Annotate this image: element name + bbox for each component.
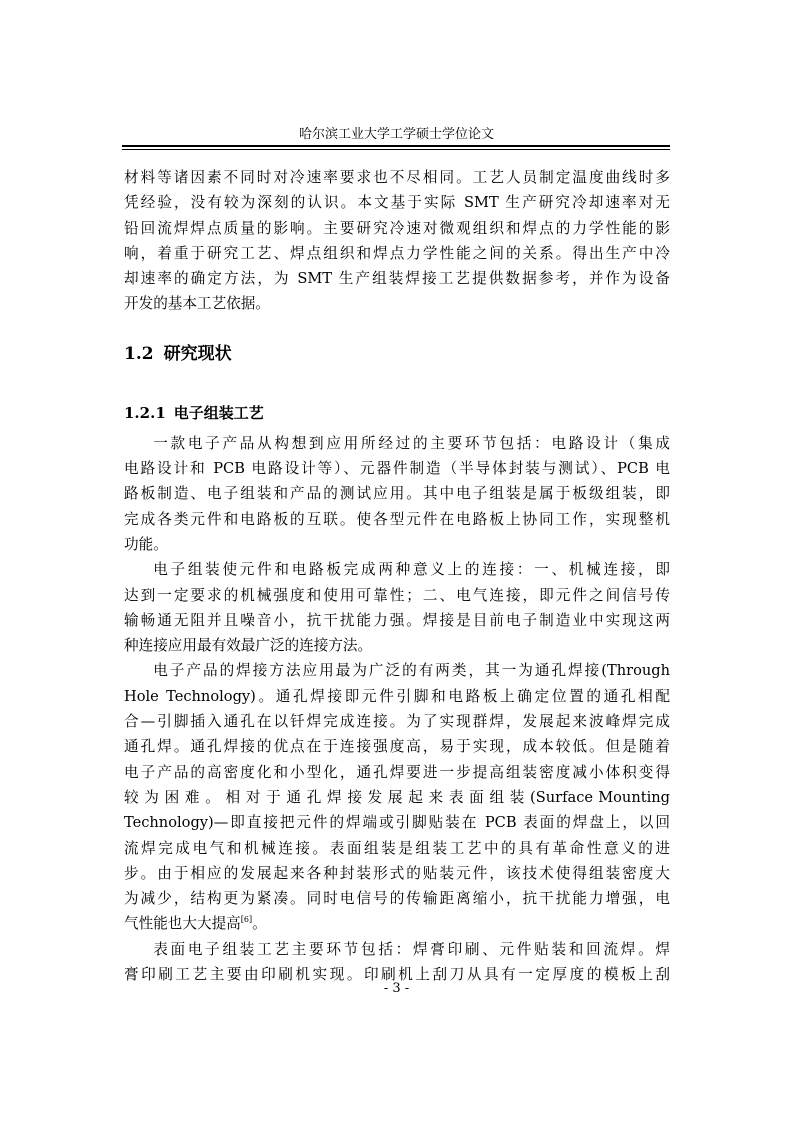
section-title: 研究现状 <box>163 343 232 364</box>
text-line: Technology)—即直接把元件的焊端或引脚贴装在 PCB 表面的焊盘上，以回 <box>124 814 670 832</box>
text-line: 完成各类元件和电路板的互联。使各型元件在电路板上协同工作，实现整机 <box>124 510 670 528</box>
text-line: 铅回流焊焊点质量的影响。主要研究冷速对微观组织和焊点的力学性能的影 <box>124 219 670 237</box>
intro-paragraph <box>124 165 670 317</box>
page-number: - 3 - <box>383 981 410 996</box>
text-line: 表面电子组装工艺主要环节包括：焊膏印刷、元件贴装和回流焊。焊 <box>153 940 670 958</box>
section-heading <box>124 343 670 365</box>
text-line: 响，着重于研究工艺、焊点组织和焊点力学性能之间的关系。得出生产中冷 <box>124 244 670 262</box>
text-line: 路板制造、电子组装和产品的测试应用。其中电子组装是属于板级组装，即 <box>124 485 670 503</box>
text-line: 电路设计和 PCB 电路设计等）、元器件制造（半导体封装与测试）、PCB 电 <box>124 460 670 478</box>
text-line: 种连接应用最有效最广泛的连接方法。 <box>124 637 373 655</box>
text-line: 输畅通无阻并且噪音小，抗干扰能力强。焊接是目前电子制造业中实现这两 <box>124 611 670 629</box>
text-line: 却速率的确定方法，为 SMT 生产组装焊接工艺提供数据参考，并作为设备 <box>124 270 670 288</box>
text-line: 膏印刷工艺主要由印刷机实现。印刷机上刮刀从具有一定厚度的模板上刮 <box>124 966 670 984</box>
page-body <box>124 165 670 987</box>
text-line: 通孔焊。通孔焊接的优点在于连接强度高，易于实现，成本较低。但是随着 <box>124 738 670 756</box>
text-line: Hole Technology)。通孔焊接即元件引脚和电路板上确定位置的通孔相配 <box>124 687 670 705</box>
text-line: 开发的基本工艺依据。 <box>124 295 270 313</box>
text-line-end: 。 <box>252 915 267 933</box>
running-header: 哈尔滨工业大学工学硕士学位论文 <box>298 127 494 142</box>
subsection-heading <box>124 403 670 423</box>
section-number: 1.2 <box>124 343 154 364</box>
text-line: 电子组装使元件和电路板完成两种意义上的连接：一、机械连接，即 <box>153 561 670 579</box>
paragraph-3 <box>124 658 670 936</box>
header-rule <box>122 145 670 147</box>
text-line: 合—引脚插入通孔在以钎焊完成连接。为了实现群焊，发展起来波峰焊完成 <box>124 713 670 731</box>
text-line: 达到一定要求的机械强度和使用可靠性；二、电气连接，即元件之间信号传 <box>124 586 670 604</box>
paragraph-4 <box>124 937 670 988</box>
text-line-body: 气性能也大大提高 <box>124 915 241 933</box>
text-line: 步。由于相应的发展起来各种封装形式的贴装元件，该技术使得组装密度大 <box>124 864 670 882</box>
subsection-title: 电子组装工艺 <box>173 403 264 422</box>
header-rule-secondary <box>122 149 670 150</box>
text-line: 电子产品的焊接方法应用最为广泛的有两类，其一为通孔焊接(Through <box>153 662 670 680</box>
text-line: 材料等诸因素不同时对冷速率要求也不尽相同。工艺人员制定温度曲线时多 <box>124 169 670 186</box>
paragraph-2 <box>124 557 670 658</box>
text-line: 凭经验，没有较为深刻的认识。本文基于实际 SMT 生产研究冷却速率对无 <box>124 194 670 212</box>
text-line: 流焊完成电气和机械连接。表面组装是组装工艺中的具有革命性意义的进 <box>124 839 670 857</box>
citation-ref[interactable]: [6] <box>240 915 253 925</box>
text-line: 一款电子产品从构想到应用所经过的主要环节包括：电路设计（集成 <box>153 434 670 452</box>
text-line: 为减少，结构更为紧凑。同时电信号的传输距离缩小，抗干扰能力增强，电 <box>124 890 670 908</box>
text-line: 较 为 困 难 。 相 对 于 通 孔 焊 接 发 展 起 来 表 面 组 装 (Surface Mounting <box>124 788 670 806</box>
paragraph-1 <box>124 431 670 557</box>
text-line: 电子产品的高密度化和小型化，通孔焊要进一步提高组装密度减小体积变得 <box>124 763 670 781</box>
text-line <box>124 911 670 936</box>
subsection-number: 1.2.1 <box>124 403 166 422</box>
text-line: 功能。 <box>124 535 168 553</box>
